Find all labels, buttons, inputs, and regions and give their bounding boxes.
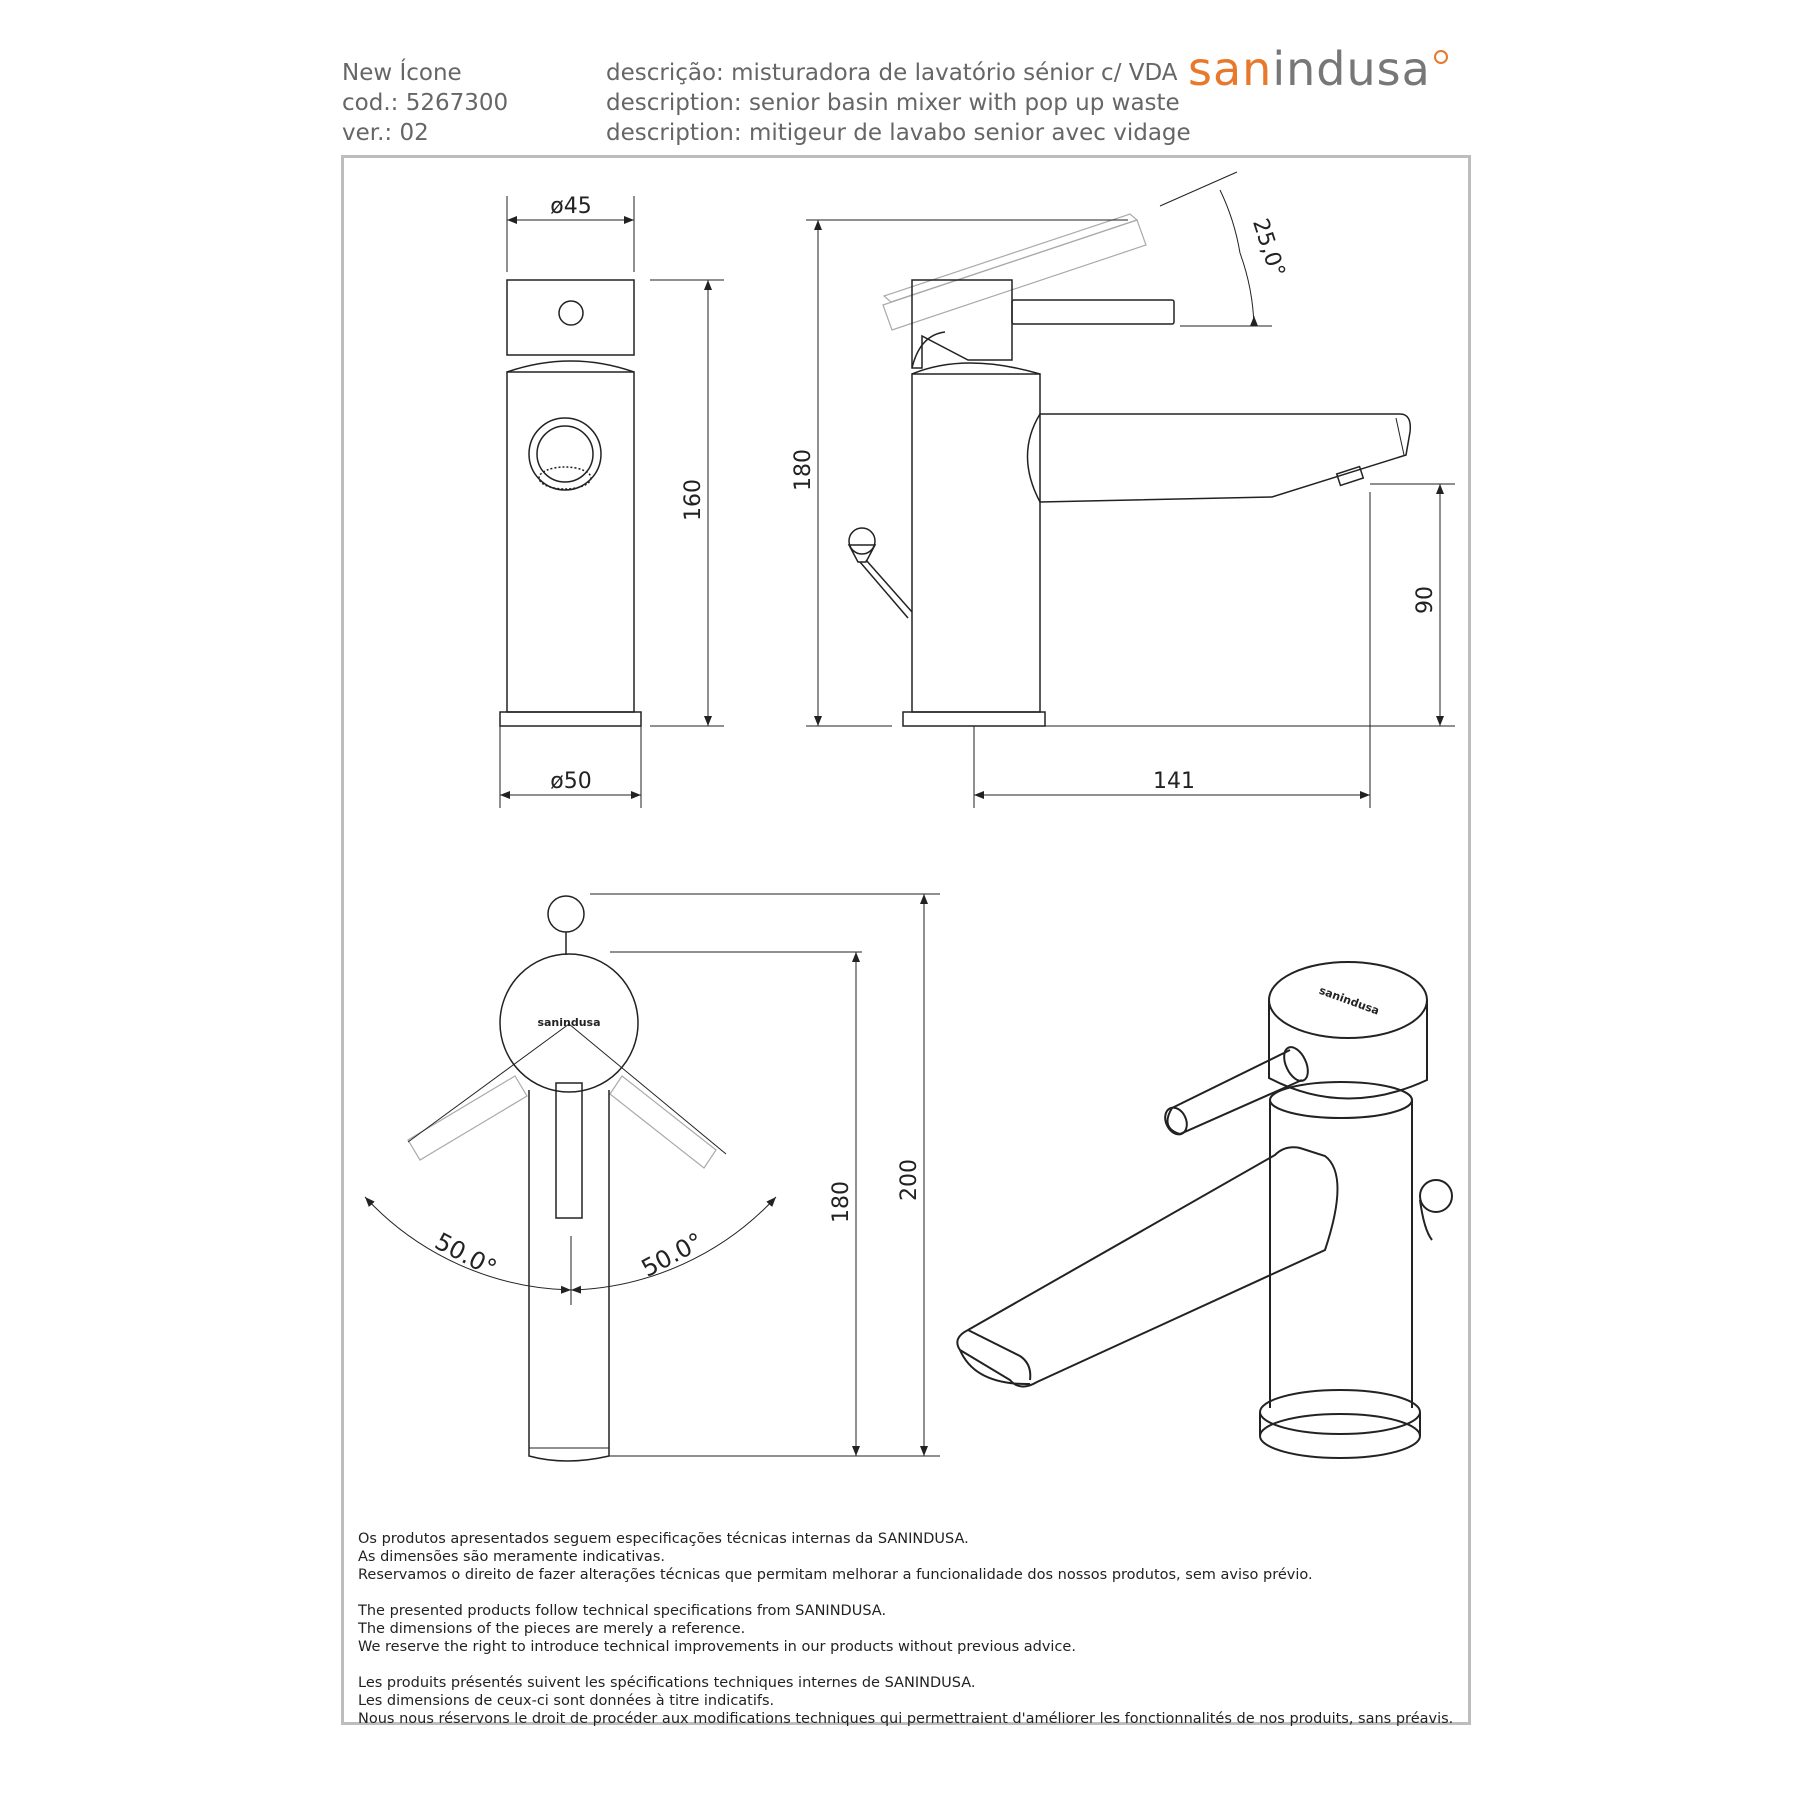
plan-lever <box>556 1083 582 1218</box>
ghost-side-levers <box>408 1076 716 1168</box>
front-collar <box>507 361 634 372</box>
label-lever-angle: 25,0° <box>1247 215 1290 281</box>
iso-popup-stem <box>1420 1200 1432 1240</box>
spout-tip <box>1396 418 1404 455</box>
label-front-height: 160 <box>681 479 706 521</box>
note-line: We reserve the right to introduce technical improvements in our products without previous advice. <box>358 1639 1076 1655</box>
iso-lever-root <box>1279 1043 1312 1084</box>
front-body <box>507 372 634 712</box>
label-spout-height: 90 <box>1413 586 1438 614</box>
disclaimer-notes <box>358 1512 1453 1746</box>
product-name: New Ícone <box>342 60 462 86</box>
note-line: Les produits présentés suivent les spécifications techniques internes de SANINDUSA. <box>358 1675 976 1691</box>
side-handle <box>912 280 1012 368</box>
note-line: Nous nous réservons le droit de procéder aux modifications techniques qui permettraient d'améliorer les fonctionnalités de nos produits, sans préavis. <box>358 1711 1454 1727</box>
popup-rod-b <box>866 560 912 612</box>
front-lever-hole <box>559 301 583 325</box>
note-line: Les dimensions de ceux-ci sont données à titre indicatifs. <box>358 1693 775 1709</box>
aerator-ring <box>537 426 593 482</box>
label-base-diameter: ø50 <box>550 769 592 794</box>
label-spout-reach: 141 <box>1153 769 1195 794</box>
side-base <box>903 712 1045 726</box>
label-plan-length: 180 <box>829 1181 854 1223</box>
front-base <box>500 712 641 726</box>
label-plan-total: 200 <box>897 1159 922 1201</box>
label-side-height: 180 <box>791 449 816 491</box>
spout <box>1040 414 1410 502</box>
iso-popup-knob <box>1420 1180 1452 1212</box>
iso-lever <box>1168 1050 1303 1134</box>
iso-base-top <box>1260 1390 1420 1434</box>
popup-rod-a <box>860 562 908 618</box>
plan-spout <box>529 1090 609 1461</box>
logo-part-1: san <box>1188 42 1273 96</box>
label-top-diameter: ø45 <box>550 194 592 219</box>
plan-engraving: sanindusa <box>537 1016 601 1029</box>
note-line: The presented products follow technical specifications from SANINDUSA. <box>358 1603 887 1619</box>
ghost-raised-lever <box>883 214 1146 330</box>
iso-spout <box>957 1147 1337 1386</box>
front-handle-cap <box>507 280 634 355</box>
iso-base-bottom <box>1260 1414 1420 1458</box>
description-fr: description: mitigeur de lavabo senior avec vidage <box>606 120 1191 146</box>
product-code: cod.: 5267300 <box>342 90 509 116</box>
perspective-view <box>957 962 1452 1458</box>
label-plan-right-angle: 50.0° <box>636 1227 708 1283</box>
spout-joint <box>1028 414 1041 502</box>
logo-part-2: indusa <box>1272 42 1431 96</box>
side-collar <box>912 363 1040 374</box>
side-view <box>806 172 1455 808</box>
plan-view <box>365 894 940 1461</box>
product-version: ver.: 02 <box>342 120 429 146</box>
swing-line-left <box>408 1024 569 1142</box>
note-line: Os produtos apresentados seguem especificações técnicas internas da SANINDUSA. <box>358 1531 969 1547</box>
description-en: description: senior basin mixer with pop up waste <box>606 90 1180 116</box>
plan-popup-knob <box>548 896 584 932</box>
angle-arc <box>1240 253 1254 326</box>
description-pt: descrição: misturadora de lavatório sénior c/ VDA <box>606 60 1178 86</box>
swing-line-right <box>569 1024 726 1154</box>
side-handle-curve <box>912 332 945 368</box>
note-line: As dimensões são meramente indicativas. <box>358 1549 665 1565</box>
side-lever <box>1012 300 1174 324</box>
popup-knob <box>849 528 875 554</box>
label-plan-left-angle: 50.0° <box>430 1227 502 1283</box>
side-body <box>912 374 1040 712</box>
note-line: The dimensions of the pieces are merely a reference. <box>358 1621 746 1637</box>
note-line: Reservamos o direito de fazer alterações técnicas que permitam melhorar a funcionalidade dos nossos produtos, sem aviso prévio. <box>358 1567 1313 1583</box>
angle-arc <box>1220 190 1240 253</box>
iso-engraving: sanindusa <box>1317 983 1382 1018</box>
